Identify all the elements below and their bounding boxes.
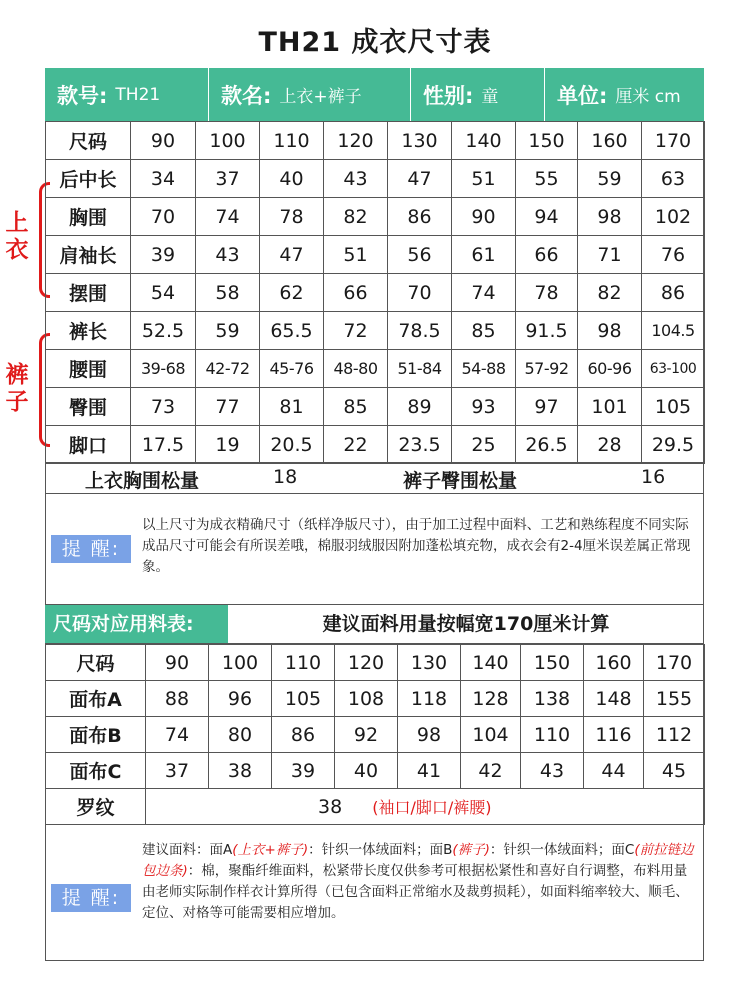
rib-note: (袖口/脚口/裤腰) (372, 798, 492, 817)
table-cell: 77 (196, 388, 260, 426)
table-cell: 78 (260, 198, 324, 236)
table-cell: 58 (196, 274, 260, 312)
table-cell: 148 (584, 681, 644, 717)
table-cell: 138 (521, 681, 584, 717)
table-cell: 85 (324, 388, 388, 426)
table-cell: 28 (578, 426, 642, 464)
style-name-value: 上衣+裤子 (279, 87, 362, 107)
size-table (45, 121, 705, 464)
table-cell: 74 (196, 198, 260, 236)
row-label: 面布A (46, 681, 146, 717)
table-cell: 78 (516, 274, 578, 312)
table-cell: 86 (272, 717, 335, 753)
unit-value: 厘米 cm (615, 87, 681, 107)
table-cell: 80 (209, 717, 272, 753)
table-cell: 51 (452, 160, 516, 198)
table-cell: 140 (461, 645, 521, 681)
table-cell: 89 (388, 388, 452, 426)
tip2-part2: ：针织一体绒面料；面B (308, 842, 453, 858)
table-cell: 86 (388, 198, 452, 236)
table-cell: 41 (398, 753, 461, 789)
table-cell: 40 (260, 160, 324, 198)
table-cell: 108 (335, 681, 398, 717)
table-cell: 66 (324, 274, 388, 312)
table-cell: 44 (584, 753, 644, 789)
table-cell: 60-96 (578, 350, 642, 388)
unit-label: 单位: (557, 83, 608, 108)
fabric-band-title: 尺码对应用料表: (45, 605, 228, 643)
tip2-part3: ：针织一体绒面料；面C (489, 842, 635, 858)
table-cell: 47 (260, 236, 324, 274)
table-cell: 130 (388, 122, 452, 160)
table-cell: 19 (196, 426, 260, 464)
table-cell: 43 (521, 753, 584, 789)
page-title: TH21 成衣尺寸表 (258, 27, 492, 58)
tip-badge-2: 提 醒: (51, 884, 131, 912)
table-cell: 45 (644, 753, 705, 789)
table-cell: 92 (335, 717, 398, 753)
table-cell: 25 (452, 426, 516, 464)
table-cell: 88 (146, 681, 209, 717)
table-cell: 51-84 (388, 350, 452, 388)
style-no (45, 68, 209, 121)
row-label: 后中长 (46, 160, 131, 198)
table-cell: 29.5 (642, 426, 705, 464)
table-cell: 104 (461, 717, 521, 753)
table-cell: 85 (452, 312, 516, 350)
table-cell: 26.5 (516, 426, 578, 464)
side-label-pants: 裤子 (5, 362, 29, 415)
table-cell: 62 (260, 274, 324, 312)
table-cell: 93 (452, 388, 516, 426)
fabric-band (45, 604, 704, 644)
table-cell: 42-72 (196, 350, 260, 388)
table-cell: 55 (516, 160, 578, 198)
table-cell: 90 (146, 645, 209, 681)
table-cell: 105 (272, 681, 335, 717)
table-row (46, 236, 705, 274)
table-cell: 54 (131, 274, 196, 312)
table-cell: 39-68 (131, 350, 196, 388)
rib-cell (146, 789, 705, 825)
table-cell: 96 (209, 681, 272, 717)
pants-ease-value: 16 (641, 466, 666, 488)
style-no-label: 款号: (57, 83, 108, 108)
row-label: 面布B (46, 717, 146, 753)
table-cell: 140 (452, 122, 516, 160)
rib-label: 罗纹 (46, 789, 146, 825)
tip2-red3: (前拉链边包边条) (142, 842, 694, 879)
table-cell: 116 (584, 717, 644, 753)
table-cell: 42 (461, 753, 521, 789)
table-cell: 91.5 (516, 312, 578, 350)
style-name-label: 款名: (221, 83, 272, 108)
table-cell: 40 (335, 753, 398, 789)
gender-label: 性别: (423, 83, 474, 108)
row-label: 肩袖长 (46, 236, 131, 274)
table-cell: 120 (335, 645, 398, 681)
table-cell: 20.5 (260, 426, 324, 464)
table-cell: 73 (131, 388, 196, 426)
table-cell: 59 (578, 160, 642, 198)
table-row (46, 312, 705, 350)
table-cell: 38 (209, 753, 272, 789)
table-cell: 63 (642, 160, 705, 198)
table-cell: 97 (516, 388, 578, 426)
table-cell: 160 (584, 645, 644, 681)
top-ease-value: 18 (273, 466, 298, 488)
gender (411, 68, 545, 121)
top-ease-label: 上衣胸围松量 (85, 470, 200, 492)
table-cell: 98 (398, 717, 461, 753)
row-label: 摆围 (46, 274, 131, 312)
table-cell: 51 (324, 236, 388, 274)
table-cell: 34 (131, 160, 196, 198)
table-cell: 70 (388, 274, 452, 312)
table-cell: 150 (521, 645, 584, 681)
table-cell: 86 (642, 274, 705, 312)
table-row (46, 350, 705, 388)
table-cell: 61 (452, 236, 516, 274)
table-cell: 170 (644, 645, 705, 681)
table-cell: 48-80 (324, 350, 388, 388)
table-row (46, 122, 705, 160)
pants-ease-label: 裤子臀围松量 (403, 470, 518, 492)
table-cell: 37 (146, 753, 209, 789)
unit (545, 68, 704, 121)
gender-value: 童 (481, 87, 499, 107)
table-cell: 102 (642, 198, 705, 236)
tip2-part1: 建议面料：面A (142, 842, 233, 858)
table-cell: 74 (452, 274, 516, 312)
table-cell: 101 (578, 388, 642, 426)
table-cell: 110 (272, 645, 335, 681)
table-row (46, 198, 705, 236)
table-cell: 90 (452, 198, 516, 236)
table-cell: 45-76 (260, 350, 324, 388)
ease-row (45, 462, 704, 494)
table-cell: 71 (578, 236, 642, 274)
table-cell: 100 (196, 122, 260, 160)
table-row (46, 681, 705, 717)
table-cell: 155 (644, 681, 705, 717)
table-cell: 100 (209, 645, 272, 681)
table-cell: 130 (398, 645, 461, 681)
side-label-top: 上衣 (5, 210, 29, 263)
table-cell: 94 (516, 198, 578, 236)
table-cell: 81 (260, 388, 324, 426)
table-cell: 78.5 (388, 312, 452, 350)
row-label: 臀围 (46, 388, 131, 426)
table-cell: 170 (642, 122, 705, 160)
table-cell: 54-88 (452, 350, 516, 388)
table-cell: 59 (196, 312, 260, 350)
fabric-table (45, 644, 705, 825)
table-cell: 66 (516, 236, 578, 274)
rib-value: 38 (318, 796, 343, 818)
table-row (46, 274, 705, 312)
table-cell: 22 (324, 426, 388, 464)
row-label: 尺码 (46, 122, 131, 160)
row-label: 裤长 (46, 312, 131, 350)
table-cell: 82 (578, 274, 642, 312)
table-row (46, 753, 705, 789)
tip2-red2: (裤子) (452, 842, 490, 858)
table-cell: 65.5 (260, 312, 324, 350)
table-cell: 63-100 (642, 350, 705, 388)
style-no-value: TH21 (115, 84, 161, 105)
table-row (46, 645, 705, 681)
table-cell: 98 (578, 198, 642, 236)
table-cell: 150 (516, 122, 578, 160)
table-cell: 104.5 (642, 312, 705, 350)
table-cell: 57-92 (516, 350, 578, 388)
tip-badge-1: 提 醒: (51, 535, 131, 563)
table-cell: 43 (324, 160, 388, 198)
fabric-band-note: 建议面料用量按幅宽170厘米计算 (322, 613, 610, 635)
row-label: 面布C (46, 753, 146, 789)
style-name (209, 68, 411, 121)
table-cell: 120 (324, 122, 388, 160)
table-cell: 160 (578, 122, 642, 160)
table-cell: 118 (398, 681, 461, 717)
row-label: 腰围 (46, 350, 131, 388)
table-cell: 72 (324, 312, 388, 350)
table-cell: 43 (196, 236, 260, 274)
table-row (46, 388, 705, 426)
table-cell: 39 (272, 753, 335, 789)
table-cell: 98 (578, 312, 642, 350)
table-cell: 82 (324, 198, 388, 236)
table-cell: 112 (644, 717, 705, 753)
table-cell: 110 (260, 122, 324, 160)
table-cell: 70 (131, 198, 196, 236)
table-cell: 39 (131, 236, 196, 274)
header-bar (45, 68, 704, 121)
table-cell: 110 (521, 717, 584, 753)
table-cell: 74 (146, 717, 209, 753)
tip2-red1: (上衣+裤子) (232, 842, 309, 858)
table-cell: 37 (196, 160, 260, 198)
table-cell: 17.5 (131, 426, 196, 464)
table-cell: 52.5 (131, 312, 196, 350)
row-label: 尺码 (46, 645, 146, 681)
row-label: 脚口 (46, 426, 131, 464)
tip-text-1: 以上尺寸为成衣精确尺寸（纸样净版尺寸），由于加工过程中面料、工艺和熟练程度不同实际成品尺寸可能会有所误差哦，棉服羽绒服因附加蓬松填充物，成衣会有2-4厘米误差属正常现象。 (142, 517, 691, 575)
table-row (46, 160, 705, 198)
table-cell: 47 (388, 160, 452, 198)
table-cell: 76 (642, 236, 705, 274)
table-cell: 105 (642, 388, 705, 426)
table-row (46, 426, 705, 464)
table-cell: 56 (388, 236, 452, 274)
row-label: 胸围 (46, 198, 131, 236)
tip-text-2 (142, 840, 698, 924)
tip2-part4: ：棉，聚酯纤维面料，松紧带长度仅供参考可根据松紧性和喜好自行调整，布料用量由老师实际制作样衣计算所得（已包含面料正常缩水及裁剪损耗），如面料缩率较大、顺毛、定位、对格等可能需要相应增加。 (142, 863, 689, 921)
table-cell: 23.5 (388, 426, 452, 464)
table-cell: 90 (131, 122, 196, 160)
table-row (46, 717, 705, 753)
table-cell: 128 (461, 681, 521, 717)
